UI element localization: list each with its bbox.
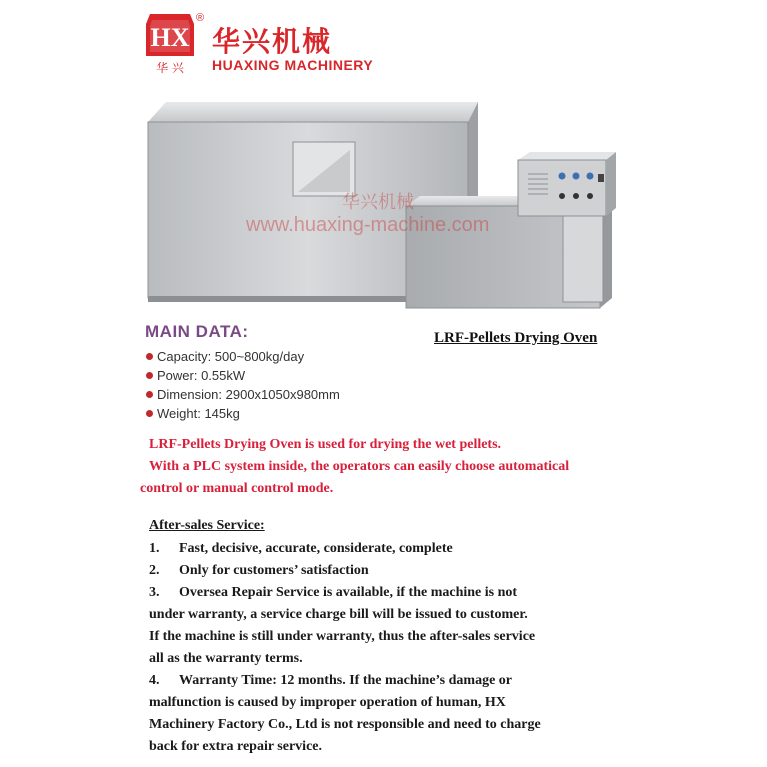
bullet-icon (146, 372, 153, 379)
spec-item (146, 406, 240, 421)
logo-mark-cn: 华 兴 (156, 61, 184, 75)
after-sales-line: under warranty, a service charge bill will be issued to customer. (149, 607, 528, 622)
item-number: 2. (149, 563, 160, 578)
description-line: LRF-Pellets Drying Oven is used for drying the wet pellets. (149, 437, 502, 452)
registered-mark: ® (196, 12, 205, 24)
watermark-cn: 华兴机械 (342, 192, 414, 213)
item-text: Fast, decisive, accurate, considerate, complete (179, 541, 453, 556)
after-sales-item (149, 585, 517, 601)
main-data-title-text: MAIN DATA (145, 322, 243, 341)
item-number: 1. (149, 541, 160, 556)
item-number: 4. (149, 673, 160, 688)
after-sales-line: all as the warranty terms. (149, 651, 303, 666)
after-sales-item (149, 541, 453, 557)
spec-item (146, 349, 304, 364)
after-sales-item (149, 673, 512, 689)
brand-name-en: HUAXING MACHINERY (212, 57, 374, 73)
main-data-title (145, 322, 249, 342)
company-logo (144, 12, 196, 78)
spec-text: Weight: 145kg (157, 406, 240, 421)
after-sales-line: back for extra repair service. (149, 739, 323, 754)
brand-name-cn: 华兴机械 (212, 25, 333, 58)
bullet-icon (146, 353, 153, 360)
item-number: 3. (149, 585, 160, 600)
bullet-icon (146, 410, 153, 417)
after-sales-line: If the machine is still under warranty, thus the after-sales service (149, 629, 536, 644)
item-text: Warranty Time: 12 months. If the machine’s damage or (179, 673, 512, 688)
spec-item (146, 387, 340, 402)
description-line: With a PLC system inside, the operators can easily choose automatical (149, 459, 570, 474)
spec-text: Dimension: 2900x1050x980mm (157, 387, 340, 402)
product-caption: LRF-Pellets Drying Oven (434, 330, 598, 346)
item-text: Oversea Repair Service is available, if the machine is not (179, 585, 518, 600)
after-sales-line: Machinery Factory Co., Ltd is not responsible and need to charge (149, 717, 541, 732)
after-sales-item (149, 563, 369, 579)
after-sales-line: malfunction is caused by improper operation of human, HX (149, 695, 506, 710)
spec-text: Capacity: 500~800kg/day (157, 349, 305, 364)
bullet-icon (146, 391, 153, 398)
logo-mark-text: HX (150, 23, 190, 52)
main-data-title-colon: : (242, 322, 249, 341)
spec-item (146, 368, 245, 383)
description-line: control or manual control mode. (140, 481, 334, 496)
item-text: Only for customers’ satisfaction (179, 563, 369, 578)
after-sales-title: After-sales Service: (149, 518, 265, 533)
watermark-url: www.huaxing-machine.com (246, 214, 490, 236)
spec-text: Power: 0.55kW (157, 368, 246, 383)
